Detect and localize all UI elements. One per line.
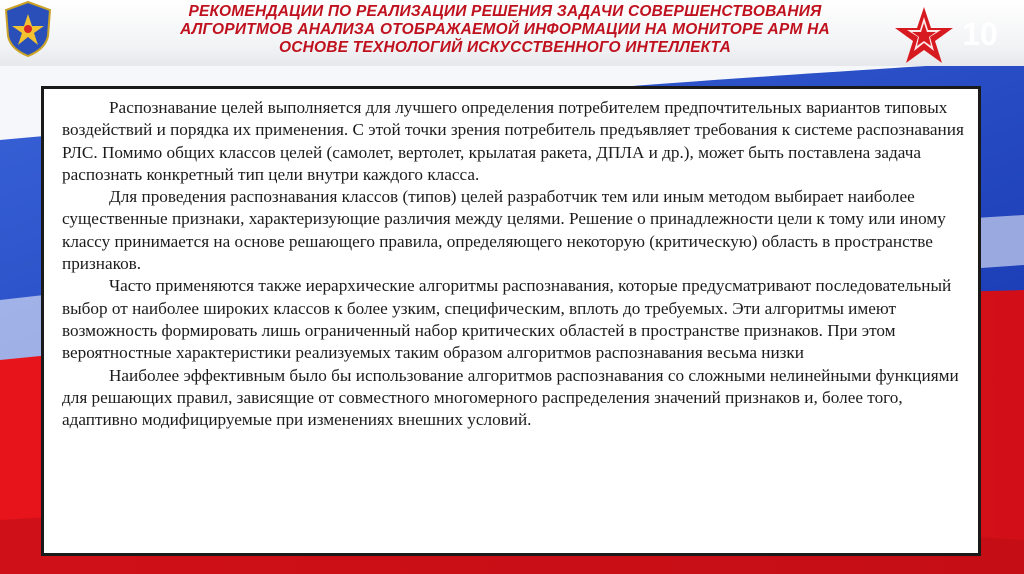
paragraph-4: Наиболее эффективным было бы использование алгоритмов распознавания со сложными нелинейными функциями для решающих правил, зависящие от совместного многомерного распределения значений признаков и, более того, адаптивно модифицируемые при изменениях внешних условий. (62, 365, 959, 430)
header-bar (0, 0, 1024, 66)
content-text (62, 97, 967, 431)
paragraph-1: Распознавание целей выполняется для лучшего определения потребителем предпочтительных вариантов типовых воздействий и порядка их применения. С этой точки зрения потребитель предъявляет требования к системе распознавания РЛС. Помимо общих классов целей (самолет, вертолет, крылатая ракета, ДПЛА и др.), может быть поставлена задача распознать конкретный тип цели внутри каждого класса. (62, 98, 964, 184)
slide-number: 10 (962, 16, 998, 52)
academy-emblem-icon (2, 0, 54, 58)
title-line-1: РЕКОМЕНДАЦИИ ПО РЕАЛИЗАЦИИ РЕШЕНИЯ ЗАДАЧИ СОВЕРШЕНСТВОВАНИЯ (188, 3, 822, 20)
paragraph-3: Часто применяются также иерархические алгоритмы распознавания, которые предусматривают последовательный выбор от наиболее широких классов к более узким, специфическим, вплоть до требуемых. Эти алгоритмы имеют возможность формировать лишь ограниченный набор критических областей в пространстве признаков. При этом вероятностные характеристики реализуемых таким образом алгоритмов распознавания весьма низки (62, 276, 952, 363)
paragraph-2: Для проведения распознавания классов (типов) целей разработчик тем или иным методом выбирает наиболее существенные признаки, характеризующие различия между целями. Решение о принадлежности цели к тому или иному классу принимается на основе решающего правила, определяющего некоторую (критическую) область в пространстве признаков. (62, 187, 946, 274)
title-line-3: ОСНОВЕ ТЕХНОЛОГИЙ ИСКУССТВЕННОГО ИНТЕЛЛЕКТА (279, 39, 731, 56)
slide-title (120, 3, 890, 57)
content-panel (41, 86, 981, 556)
title-line-2: АЛГОРИТМОВ АНАЛИЗА ОТОБРАЖАЕМОЙ ИНФОРМАЦИИ НА МОНИТОРЕ АРМ НА (180, 21, 830, 38)
